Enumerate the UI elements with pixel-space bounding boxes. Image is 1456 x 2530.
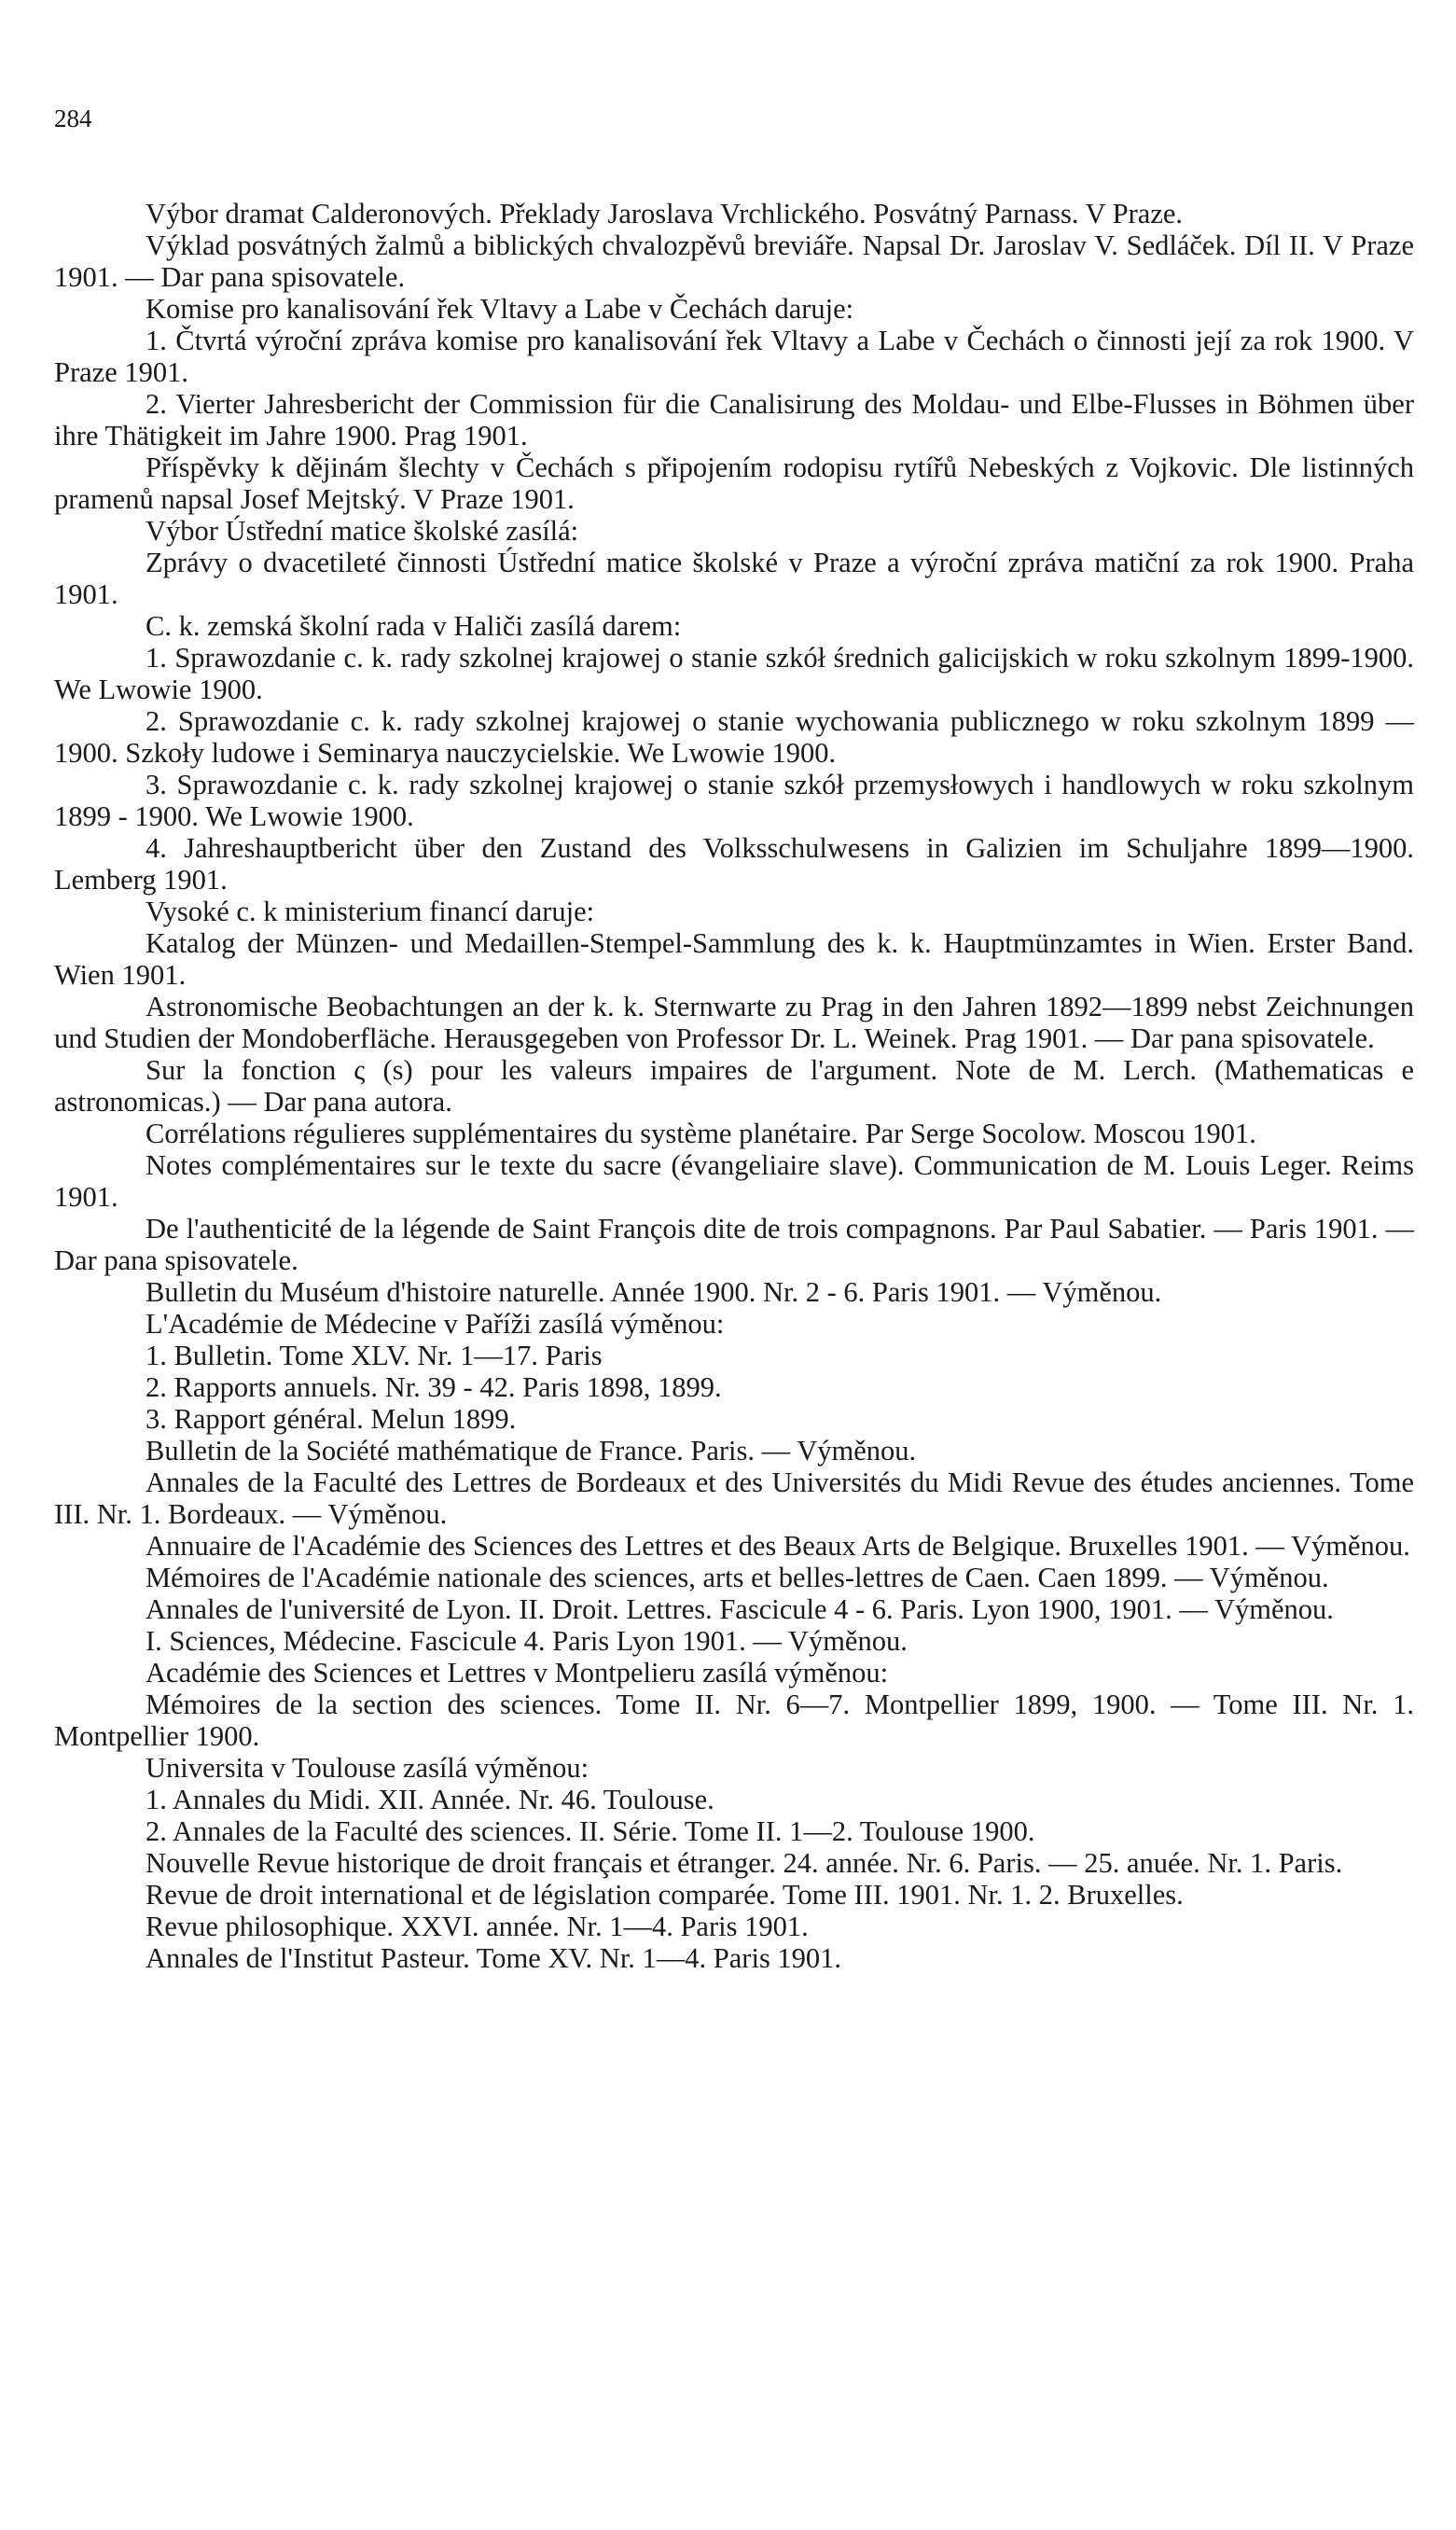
entry: Revue de droit international et de législation comparée. Tome III. 1901. Nr. 1. 2. Bruxelles.: [146, 1879, 1184, 1911]
entry: Zprávy o dvacetileté činnosti Ústřední matice školské v Praze a výroční zpráva matiční za rok 1900. Praha 1901.: [54, 547, 1414, 610]
entry: 3. Rapport général. Melun 1899.: [146, 1403, 517, 1435]
entry: Mémoires de l'Académie nationale des sciences, arts et belles-lettres de Caen. Caen 1899. — Výměnou.: [146, 1562, 1329, 1593]
section-heading: Výbor Ústřední matice školské zasílá:: [146, 515, 579, 547]
entry: Annales de la Faculté des Lettres de Bordeaux et des Universités du Midi Revue des études anciennes. Tome III. Nr. 1. Bordeaux. — Výměnou.: [54, 1467, 1414, 1530]
section-heading: Vysoké c. k ministerium financí daruje:: [146, 896, 595, 927]
section-heading: C. k. zemská školní rada v Haliči zasílá darem:: [146, 610, 682, 642]
page-text: [54, 198, 1414, 1974]
entry: 1. Čtvrtá výroční zpráva komise pro kanalisování řek Vltavy a Labe v Čechách o činnosti její za rok 1900. V Praze 1901.: [54, 325, 1414, 388]
entry: Annuaire de l'Académie des Sciences des Lettres et des Beaux Arts de Belgique. Bruxelles 1901. — Výměnou.: [146, 1530, 1410, 1562]
entry: Corrélations régulieres supplémentaires du système planétaire. Par Serge Socolow. Moscou 1901.: [146, 1118, 1256, 1149]
section-heading: L'Académie de Médecine v Paříži zasílá výměnou:: [146, 1308, 725, 1340]
section-heading: Komise pro kanalisování řek Vltavy a Labe v Čechách daruje:: [146, 293, 854, 325]
entry: Revue philosophique. XXVI. année. Nr. 1—4. Paris 1901.: [146, 1911, 809, 1942]
entry: 2. Sprawozdanie c. k. rady szkolnej krajowej o stanie wychowania publicznego w roku szkolnym 1899 — 1900. Szkoły ludowe i Seminarya nauczycielskie. We Lwowie 1900.: [54, 705, 1414, 769]
section-heading: Académie des Sciences et Lettres v Montpelieru zasílá výměnou:: [146, 1657, 889, 1689]
entry: Bulletin de la Société mathématique de France. Paris. — Výměnou.: [146, 1435, 917, 1467]
entry: 1. Sprawozdanie c. k. rady szkolnej krajowej o stanie szkół średnich galicijskich w roku szkolnym 1899-1900. We Lwowie 1900.: [54, 642, 1414, 705]
entry: 1. Annales du Midi. XII. Année. Nr. 46. Toulouse.: [146, 1784, 714, 1815]
entry: 2. Rapports annuels. Nr. 39 - 42. Paris 1898, 1899.: [146, 1371, 722, 1403]
entry: Notes complémentaires sur le texte du sacre (évangeliaire slave). Communication de M. Louis Leger. Reims 1901.: [54, 1149, 1414, 1213]
entry: I. Sciences, Médecine. Fascicule 4. Paris Lyon 1901. — Výměnou.: [146, 1625, 908, 1657]
entry: Výklad posvátných žalmů a biblických chvalozpěvů breviáře. Napsal Dr. Jaroslav V. Sedláček. Díl II. V Praze 1901. — Dar pana spisovatele.: [54, 229, 1414, 293]
entry: Sur la fonction ς (s) pour les valeurs impaires de l'argument. Note de M. Lerch. (Mathematicas e astronomicas.) — Dar pana autora.: [54, 1054, 1414, 1118]
entry: Astronomische Beobachtungen an der k. k. Sternwarte zu Prag in den Jahren 1892—1899 nebst Zeichnungen und Studien der Mondoberfläche. Herausgegeben von Professor Dr. L. Weinek. Prag 1901. — Dar pana spisovatele.: [54, 991, 1414, 1054]
entry: Výbor dramat Calderonových. Překlady Jaroslava Vrchlického. Posvátný Parnass. V Praze.: [146, 198, 1184, 229]
entry: 2. Annales de la Faculté des sciences. II. Série. Tome II. 1—2. Toulouse 1900.: [146, 1815, 1035, 1847]
entry: Annales de l'université de Lyon. II. Droit. Lettres. Fascicule 4 - 6. Paris. Lyon 1900, 1901. — Výměnou.: [146, 1593, 1334, 1625]
entry: 1. Bulletin. Tome XLV. Nr. 1—17. Paris: [146, 1340, 603, 1371]
entry: Nouvelle Revue historique de droit français et étranger. 24. année. Nr. 6. Paris. — 25. anuée. Nr. 1. Paris.: [146, 1847, 1343, 1879]
entry: Katalog der Münzen- und Medaillen-Stempel-Sammlung des k. k. Hauptmünzamtes in Wien. Erster Band. Wien 1901.: [54, 927, 1414, 991]
entry: Annales de l'Institut Pasteur. Tome XV. Nr. 1—4. Paris 1901.: [146, 1942, 842, 1974]
entry: Bulletin du Muséum d'histoire naturelle. Année 1900. Nr. 2 - 6. Paris 1901. — Výměnou.: [146, 1276, 1162, 1308]
entry: 4. Jahreshauptbericht über den Zustand des Volksschulwesens in Galizien im Schuljahre 1899—1900. Lemberg 1901.: [54, 832, 1414, 896]
page-number: 284: [54, 104, 92, 132]
entry: 3. Sprawozdanie c. k. rady szkolnej krajowej o stanie szkół przemysłowych i handlowych w roku szkolnym 1899 - 1900. We Lwowie 1900.: [54, 769, 1414, 832]
entry: Mémoires de la section des sciences. Tome II. Nr. 6—7. Montpellier 1899, 1900. — Tome III. Nr. 1. Montpellier 1900.: [54, 1689, 1414, 1752]
entry: 2. Vierter Jahresbericht der Commission für die Canalisirung des Moldau- und Elbe-Flusses in Böhmen über ihre Thätigkeit im Jahre 1900. Prag 1901.: [54, 388, 1414, 452]
section-heading: Universita v Toulouse zasílá výměnou:: [146, 1752, 589, 1784]
entry: Příspěvky k dějinám šlechty v Čechách s připojením rodopisu rytířů Nebeských z Vojkovic. Dle listinných pramenů napsal Josef Mejtský. V Praze 1901.: [54, 452, 1414, 515]
entry: De l'authenticité de la légende de Saint François dite de trois compagnons. Par Paul Sabatier. — Paris 1901. — Dar pana spisovatele.: [54, 1213, 1414, 1276]
